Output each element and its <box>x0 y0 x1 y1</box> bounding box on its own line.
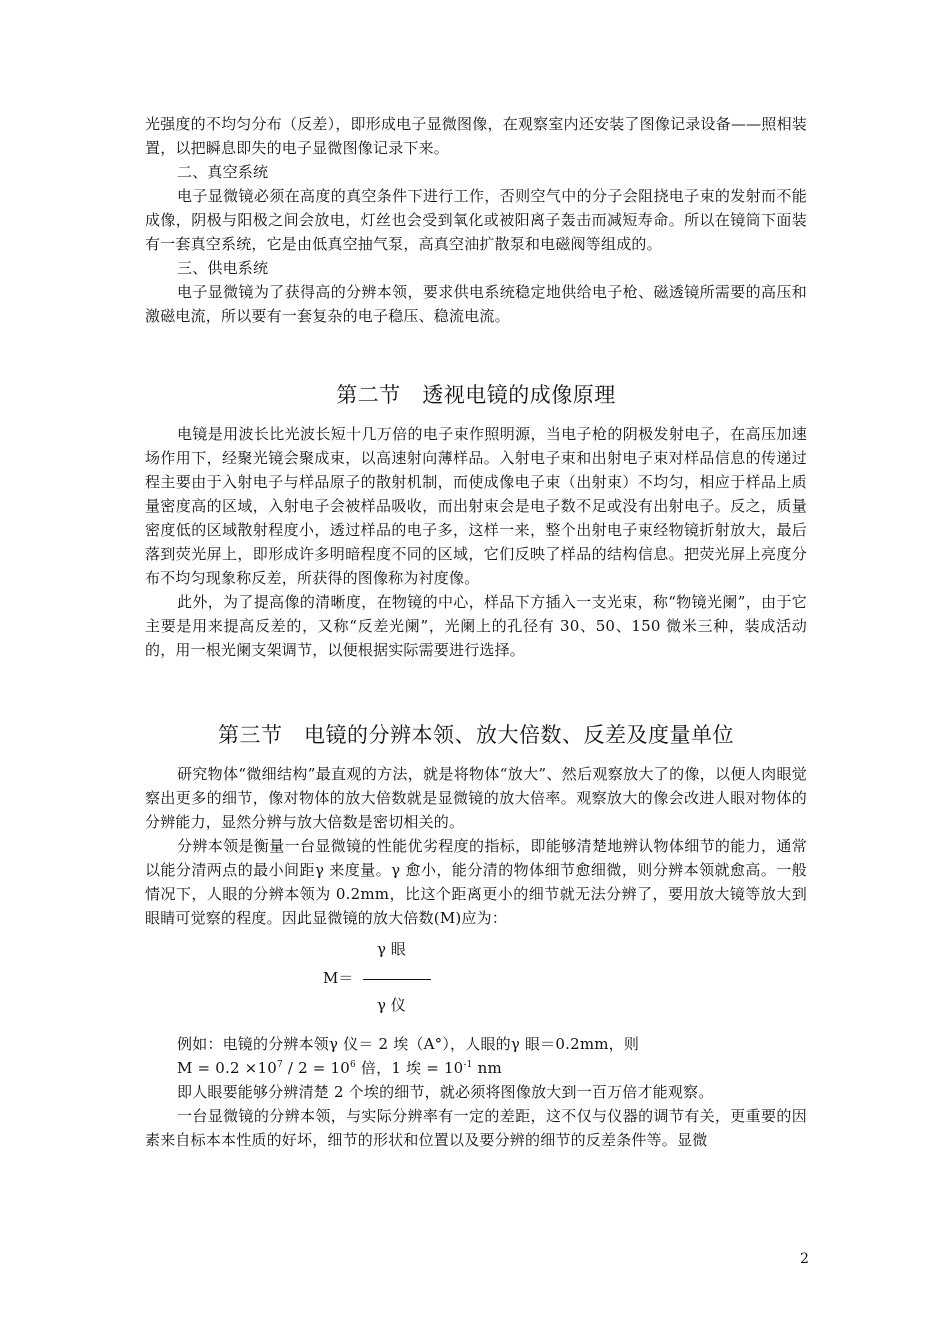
section2-title: 第二节 透视电镜的成像原理 <box>336 383 616 407</box>
power-paragraph: 电子显微镜为了获得高的分辨本领，要求供电系统稳定地供给电子枪、磁透镜所需要的高压和激磁电流，所以要有一套复杂的电子稳压、稳流电流。 <box>145 283 807 325</box>
section3-paragraph-2: 分辨本领是衡量一台显微镜的性能优劣程度的指标，即能够清楚地辨认物体细节的能力，通常以能分清两点的最小间距γ 来度量。γ 愈小，能分清的物体细节愈细微，则分辨本领就愈高。一般情况下，人眼的分辨本领为 0.2mm，比这个距离更小的细节就无法分辨了，要用放大镜等放大到眼睛可觉察的程度。因此显微镜的放大倍数(M)应为： <box>145 837 807 927</box>
intro-paragraph: 光强度的不均匀分布（反差），即形成电子显微图像，在观察室内还安装了图像记录设备——照相装置，以把瞬息即失的电子显微图像记录下来。 <box>145 115 807 157</box>
section3-paragraph-3: 即人眼要能够分辨清楚 2 个埃的细节，就必须将图像放大到一百万倍才能观察。 <box>177 1083 714 1101</box>
formula-denominator: γ 仪 <box>377 996 406 1014</box>
formula-numerator: γ 眼 <box>377 940 406 958</box>
section2-paragraph-1: 电镜是用波长比光波长短十几万倍的电子束作照明源，当电子枪的阴极发射电子，在高压加速场作用下，经聚光镜会聚成束，以高速射向薄样品。入射电子束和出射电子束对样品信息的传递过程主要由于入射电子与样品原子的散射机制，而使成像电子束（出射束）不均匀，相应于样品上质量密度高的区域，入射电子会被样品吸收，而出射束会是电子数不足或没有出射电子。反之，质量密度低的区域散射程度小，透过样品的电子多，这样一来，整个出射电子束经物镜折射放大，最后落到荧光屏上，即形成许多明暗程度不同的区域，它们反映了样品的结构信息。把荧光屏上亮度分布不均匀现象称反差，所获得的图像称为衬度像。 <box>145 425 807 587</box>
magnification-formula <box>145 936 807 1028</box>
vacuum-paragraph: 电子显微镜必须在高度的真空条件下进行工作，否则空气中的分子会阻挠电子束的发射而不能成像，阴极与阳极之间会放电，灯丝也会受到氧化或被阳离子轰击而减短寿命。所以在镜筒下面装有一套真空系统，它是由低真空抽气泵，高真空油扩散泵和电磁阀等组成的。 <box>145 187 807 253</box>
example-line: 例如：电镜的分辨本领γ 仪＝ 2 埃（A°），人眼的γ 眼＝0.2mm，则 <box>177 1035 640 1053</box>
document-page <box>145 112 807 1152</box>
section3-paragraph-4: 一台显微镜的分辨本领，与实际分辨率有一定的差距，这不仅与仪器的调节有关，更重要的因素来自标本本性质的好坏，细节的形状和位置以及要分辨的细节的反差条件等。显微 <box>145 1107 807 1149</box>
vacuum-heading: 二、真空系统 <box>177 163 269 181</box>
fraction-bar <box>363 979 431 980</box>
calculation-line: $M = 0.2 \times 10^7 / 2 = 10^6$ 倍，1 埃 = $10^{-1}$ nm <box>177 1059 502 1077</box>
formula-lhs: M＝ <box>323 969 354 987</box>
section3-paragraph-1: 研究物体“微细结构”最直观的方法，就是将物体“放大”、然后观察放大了的像，以便人肉眼觉察出更多的细节，像对物体的放大倍数就是显微镜的放大倍率。观察放大的像会改进人眼对物体的分辨能力，显然分辨与放大倍数是密切相关的。 <box>145 765 807 831</box>
section3-title: 第三节 电镜的分辨本领、放大倍数、反差及度量单位 <box>218 723 734 747</box>
page-number: 2 <box>800 1251 809 1267</box>
section2-paragraph-2: 此外，为了提高像的清晰度，在物镜的中心，样品下方插入一支光束，称“物镜光阑”，由于它主要是用来提高反差的，又称“反差光阑”，光阑上的孔径有 30、50、150 微米三种，装成活动的，用一根光阑支架调节，以便根据实际需要进行选择。 <box>145 593 807 659</box>
power-heading: 三、供电系统 <box>177 259 269 277</box>
